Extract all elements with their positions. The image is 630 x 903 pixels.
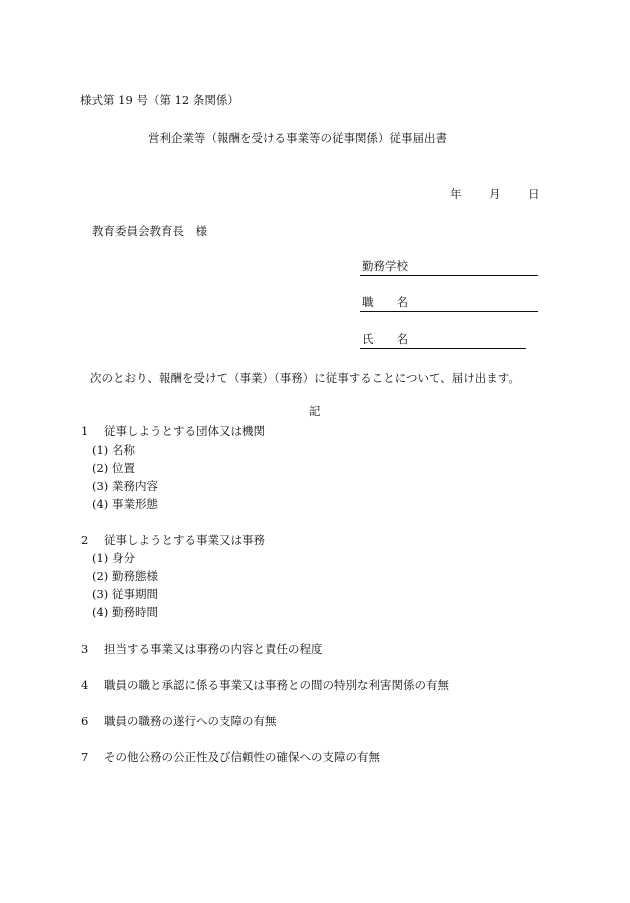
intro-paragraph (80, 369, 565, 388)
school-label: 勤務学校 (362, 259, 408, 273)
section-1-item: (2) 位置 (92, 461, 135, 475)
section-2-item: (3) 従事期間 (92, 587, 158, 601)
date-month: 月 (489, 187, 501, 201)
section-1-item: (3) 業務内容 (92, 479, 158, 493)
form-number: 様式第 19 号（第 12 条関係） (80, 93, 239, 107)
section-2-num: 2 (81, 533, 89, 547)
addressee: 教育委員会教育長 様 (92, 224, 207, 238)
date-line (450, 189, 550, 203)
document-title: 営利企業等（報酬を受ける事業等の従事関係）従事届出書 (148, 131, 447, 145)
section-2-item: (1) 身分 (92, 551, 135, 565)
name-label: 氏 名 (362, 332, 408, 346)
section-2-item: (4) 勤務時間 (92, 605, 158, 619)
section-1-num: 1 (81, 424, 89, 438)
section-7-title: その他公務の公正性及び信頼性の確保への支障の有無 (104, 750, 380, 764)
name-field[interactable] (360, 334, 526, 349)
intro-text: 次のとおり、報酬を受けて（事業）（事務）に従事することについて、届け出ます。 (90, 371, 520, 385)
section-7-num: 7 (81, 750, 89, 764)
section-2-title: 従事しようとする事業又は事務 (104, 533, 265, 547)
section-2-item: (2) 勤務態様 (92, 569, 158, 583)
section-1-title: 従事しようとする団体又は機関 (104, 424, 265, 438)
section-4-title: 職員の職と承認に係る事業又は事務との間の特別な利害関係の有無 (104, 678, 449, 692)
date-day: 日 (528, 187, 540, 201)
section-1-item: (1) 名称 (92, 443, 135, 457)
section-3-title: 担当する事業又は事務の内容と責任の程度 (104, 642, 323, 656)
section-6-num: 6 (81, 714, 89, 728)
section-1-item: (4) 事業形態 (92, 497, 158, 511)
section-3-num: 3 (81, 642, 89, 656)
school-field[interactable] (360, 261, 538, 276)
position-label: 職 名 (362, 295, 408, 309)
section-6-title: 職員の職務の遂行への支障の有無 (104, 714, 277, 728)
ki-marker: 記 (309, 404, 321, 418)
position-field[interactable] (360, 297, 538, 312)
section-4-num: 4 (81, 678, 89, 692)
date-year: 年 (450, 187, 462, 201)
